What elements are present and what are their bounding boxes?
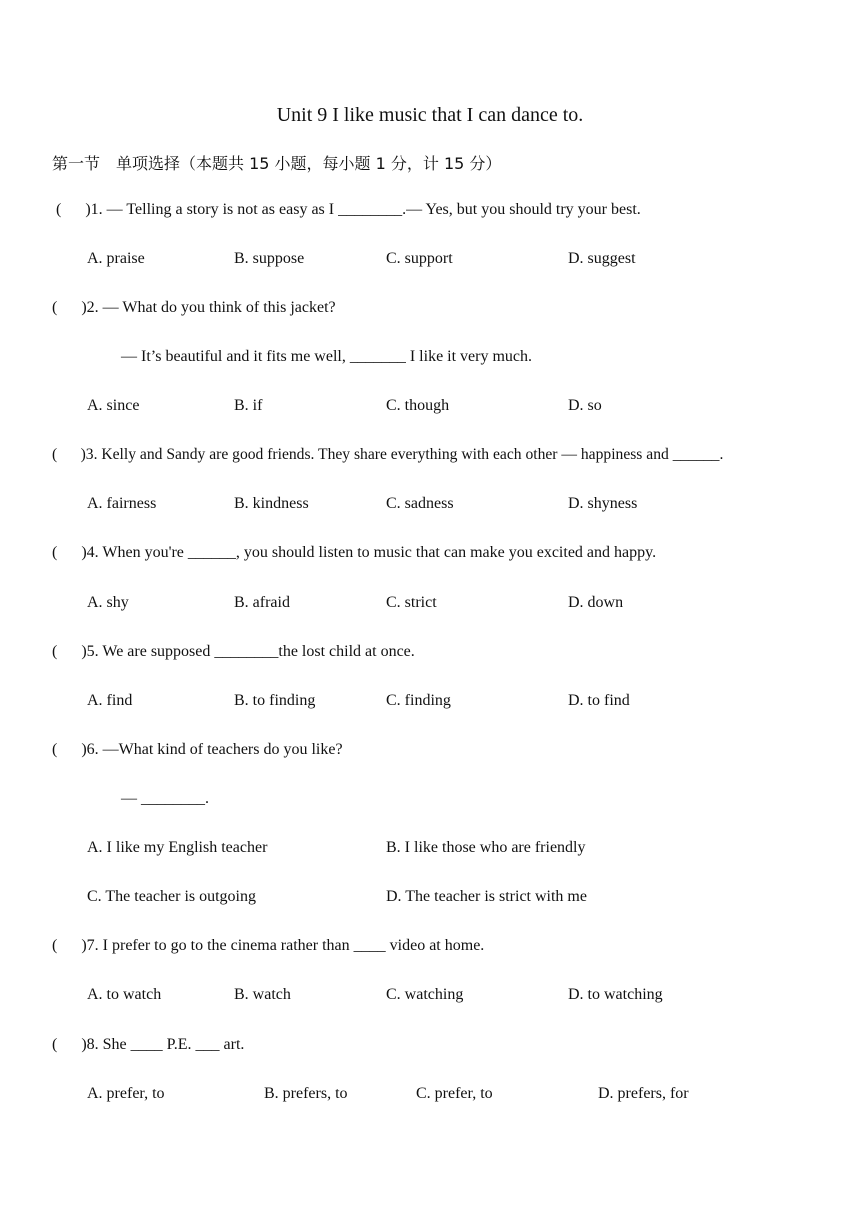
option-a: A. since [87, 397, 140, 414]
question-stem: ( )1. — Telling a story is not as easy as I ________.— Yes, but you should try your best. [52, 201, 641, 218]
option-b: B. kindness [234, 495, 309, 512]
option-d: D. down [568, 594, 624, 611]
option-a: A. to watch [87, 986, 162, 1003]
option-c: C. watching [386, 986, 464, 1003]
question-stem: ( )5. We are supposed ________the lost child at once. [52, 643, 415, 660]
option-c: C. prefer, to [416, 1085, 493, 1102]
option-a: A. I like my English teacher [87, 839, 268, 856]
option-c: C. strict [386, 594, 437, 611]
option-b: B. watch [234, 986, 291, 1003]
section-heading: 第一节 单项选择（本题共 15 小题，每小题 1 分，计 15 分） [52, 154, 502, 173]
option-d: D. shyness [568, 495, 638, 512]
question-stem: ( )8. She ____ P.E. ___ art. [52, 1036, 245, 1053]
option-a: A. praise [87, 250, 145, 267]
option-d: D. prefers, for [598, 1085, 689, 1102]
question-stem: ( )6. —What kind of teachers do you like? [52, 741, 343, 758]
question-stem-continuation: — It’s beautiful and it fits me well, _______ I like it very much. [121, 348, 533, 365]
option-d: D. suggest [568, 250, 636, 267]
option-b: B. suppose [234, 250, 305, 267]
option-a: A. fairness [87, 495, 157, 512]
question-stem: ( )7. I prefer to go to the cinema rather than ____ video at home. [52, 937, 485, 954]
option-d: D. to watching [568, 986, 663, 1003]
question-stem: ( )2. — What do you think of this jacket? [52, 299, 336, 316]
option-c: C. The teacher is outgoing [87, 888, 256, 905]
question-stem: ( )4. When you're ______, you should listen to music that can make you excited and happy. [52, 544, 657, 561]
option-b: B. I like those who are friendly [386, 839, 586, 856]
option-d: D. so [568, 397, 602, 414]
question-stem-continuation: — ________. [121, 790, 209, 807]
option-b: B. prefers, to [264, 1085, 348, 1102]
page-title: Unit 9 I like music that I can dance to. [276, 104, 584, 126]
question-stem: ( )3. Kelly and Sandy are good friends. They share everything with each other — happiness and ______. [52, 446, 724, 463]
option-b: B. to finding [234, 692, 316, 709]
option-c: C. though [386, 397, 450, 414]
option-b: B. if [234, 397, 263, 414]
option-c: C. sadness [386, 495, 454, 512]
option-a: A. shy [87, 594, 129, 611]
option-a: A. prefer, to [87, 1085, 165, 1102]
option-a: A. find [87, 692, 133, 709]
option-b: B. afraid [234, 594, 290, 611]
option-d: D. The teacher is strict with me [386, 888, 587, 905]
option-d: D. to find [568, 692, 630, 709]
option-c: C. support [386, 250, 453, 267]
option-c: C. finding [386, 692, 451, 709]
